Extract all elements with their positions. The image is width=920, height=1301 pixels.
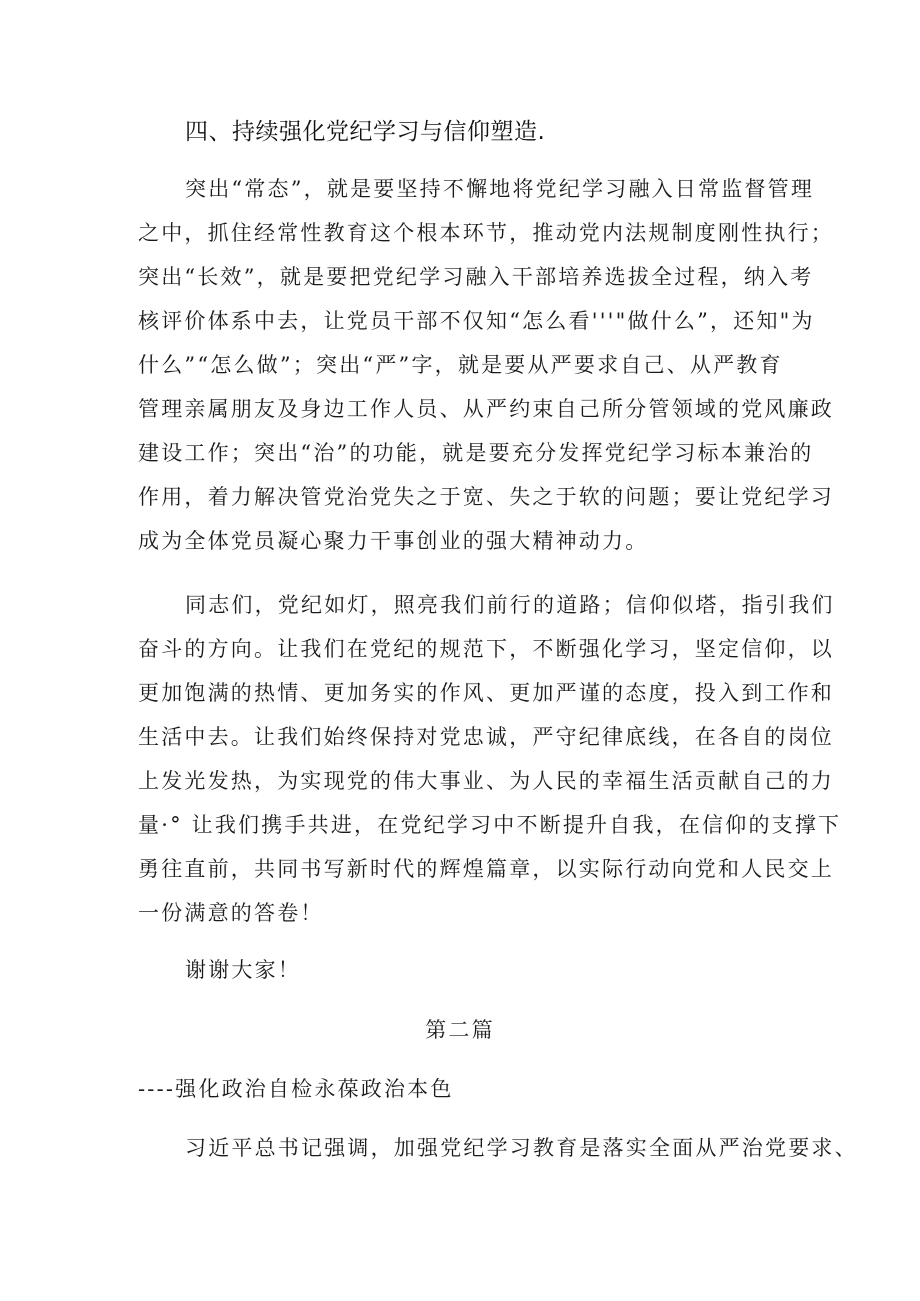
closing-line: 谢谢大家！ — [185, 958, 301, 982]
paragraph-line: 勇往直前，共同书写新时代的辉煌篇章，以实际行动向党和人民交上 — [138, 857, 834, 881]
chapter-subtitle: ----强化政治自检永葆政治本色 — [138, 1077, 454, 1101]
paragraph-line: 成为全体党员凝心聚力干事创业的强大精神动力。 — [138, 529, 649, 553]
chapter-title: 第二篇 — [425, 1018, 495, 1042]
paragraph-line: 更加饱满的热情、更加务实的作风、更加严谨的态度，投入到工作和 — [138, 681, 834, 705]
paragraph-line: 突出“长效”，就是要把党纪学习融入干部培养选拔全过程，纳入考 — [138, 265, 814, 289]
section-heading: 四、持续强化党纪学习与信仰塑造. — [185, 119, 546, 145]
paragraph-line: 同志们，党纪如灯，照亮我们前行的道路；信仰似塔，指引我们 — [185, 593, 835, 617]
paragraph-line: 作用，着力解决管党治党失之于宽、失之于软的问题；要让党纪学习 — [138, 485, 834, 509]
paragraph-line: 一份满意的答卷！ — [138, 901, 324, 925]
paragraph-line: 管理亲属朋友及身边工作人员、从严约束自己所分管领域的党风廉政 — [138, 397, 834, 421]
paragraph-line: 建设工作；突出“治”的功能，就是要充分发挥党纪学习标本兼治的 — [138, 441, 814, 465]
paragraph-line: 核评价体系中去，让党员干部不仅知“怎么看'''"做什么”，还知"为 — [138, 309, 815, 333]
paragraph-line: 奋斗的方向。让我们在党纪的规范下，不断强化学习，坚定信仰，以 — [138, 637, 834, 661]
paragraph-line: 量·° 让我们携手共进，在党纪学习中不断提升自我，在信仰的支撑下 — [138, 813, 842, 837]
paragraph-line: 突出“常态”，就是要坚持不懈地将党纪学习融入日常监督管理 — [185, 177, 815, 201]
paragraph-line: 什么”“怎么做”；突出“严”字，就是要从严要求自己、从严教育 — [138, 353, 783, 377]
paragraph-line: 上发光发热，为实现党的伟大事业、为人民的幸福生活贡献自己的力 — [138, 769, 834, 793]
paragraph-line: 生活中去。让我们始终保持对党忠诚，严守纪律底线，在各自的岗位 — [138, 725, 834, 749]
paragraph-line: 之中，抓住经常性教育这个根本环节，推动党内法规制度刚性执行； — [138, 221, 834, 245]
paragraph-line: 习近平总书记强调，加强党纪学习教育是落实全面从严治党要求、 — [185, 1136, 858, 1160]
